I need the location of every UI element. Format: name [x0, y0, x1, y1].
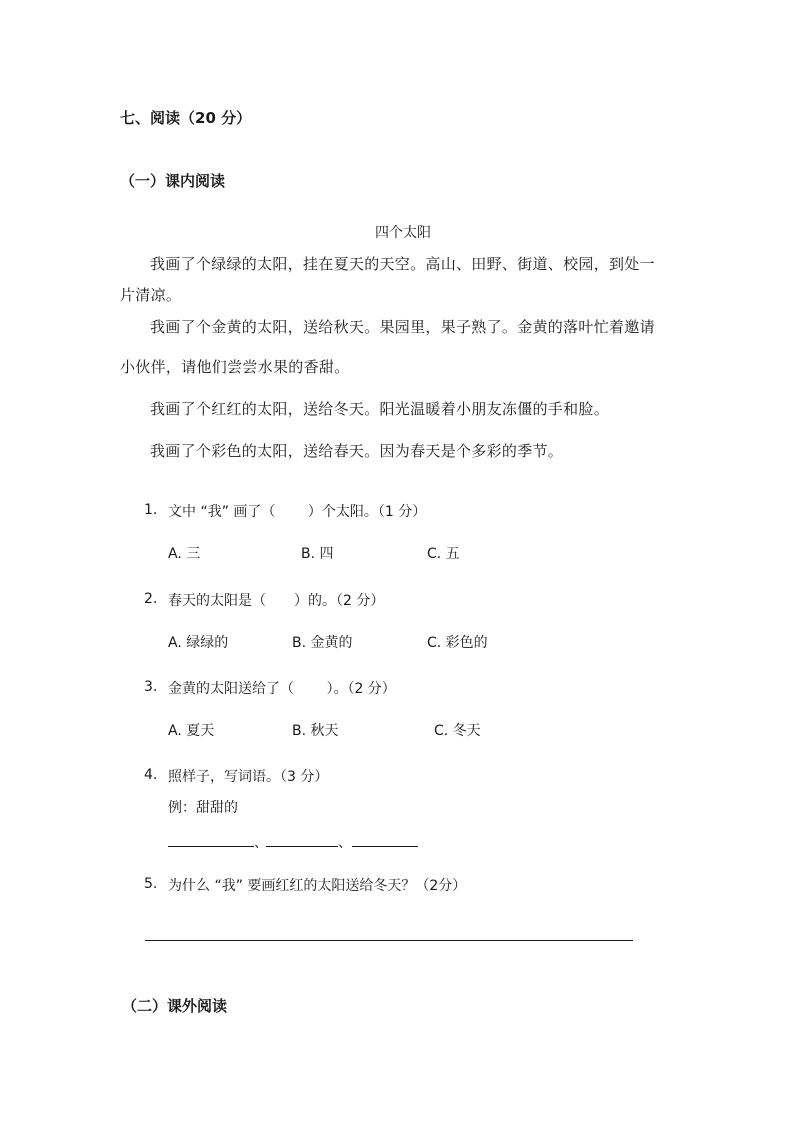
answer-blank-3[interactable] — [352, 846, 418, 847]
option-b[interactable]: B. 秋天 — [292, 723, 339, 739]
blank-separator: 、 — [338, 835, 352, 851]
part1-title: （一）课内阅读 — [120, 172, 226, 190]
passage-title: 四个太阳 — [375, 225, 431, 241]
answer-blank-2[interactable] — [266, 846, 338, 847]
part2-title: （二）课外阅读 — [122, 997, 228, 1015]
answer-blank-1[interactable] — [168, 846, 254, 847]
question-text: 春天的太阳是（ ）的。（2 分） — [168, 593, 385, 609]
question-number: 1. — [144, 502, 158, 518]
option-a[interactable]: A. 三 — [168, 546, 201, 562]
question-number: 3. — [144, 679, 158, 695]
option-c[interactable]: C. 五 — [427, 546, 460, 562]
passage-line: 我画了个彩色的太阳，送给春天。因为春天是个多彩的季节。 — [150, 442, 564, 460]
option-c[interactable]: C. 彩色的 — [427, 635, 488, 651]
question-text: 文中 “我” 画了（ ）个太阳。（1 分） — [168, 504, 427, 520]
question-text: 金黄的太阳送给了（ ）。（2 分） — [168, 681, 396, 697]
blank-separator: 、 — [254, 835, 268, 851]
question-text: 照样子，写词语。（3 分） — [168, 769, 329, 785]
option-a[interactable]: A. 绿绿的 — [168, 635, 229, 651]
example-text: 例：甜甜的 — [168, 800, 238, 816]
passage-line: 片清凉。 — [120, 286, 182, 304]
option-b[interactable]: B. 金黄的 — [292, 635, 353, 651]
question-number: 5. — [144, 876, 158, 892]
answer-line[interactable] — [145, 940, 633, 941]
passage-line: 我画了个金黄的太阳，送给秋天。果园里，果子熟了。金黄的落叶忙着邀请 — [150, 318, 655, 336]
passage-line: 小伙伴，请他们尝尝水果的香甜。 — [120, 358, 350, 376]
section-title: 七、阅读（20 分） — [120, 109, 252, 127]
passage-line: 我画了个红红的太阳，送给冬天。阳光温暖着小朋友冻僵的手和脸。 — [150, 400, 610, 418]
passage-line: 我画了个绿绿的太阳，挂在夏天的天空。高山、田野、街道、校园，到处一 — [150, 255, 655, 273]
question-number: 4. — [144, 767, 158, 783]
option-a[interactable]: A. 夏天 — [168, 723, 215, 739]
question-number: 2. — [144, 591, 158, 607]
question-text: 为什么 “我” 要画红红的太阳送给冬天？（2分） — [168, 878, 467, 894]
option-b[interactable]: B. 四 — [301, 546, 334, 562]
option-c[interactable]: C. 冬天 — [434, 723, 481, 739]
